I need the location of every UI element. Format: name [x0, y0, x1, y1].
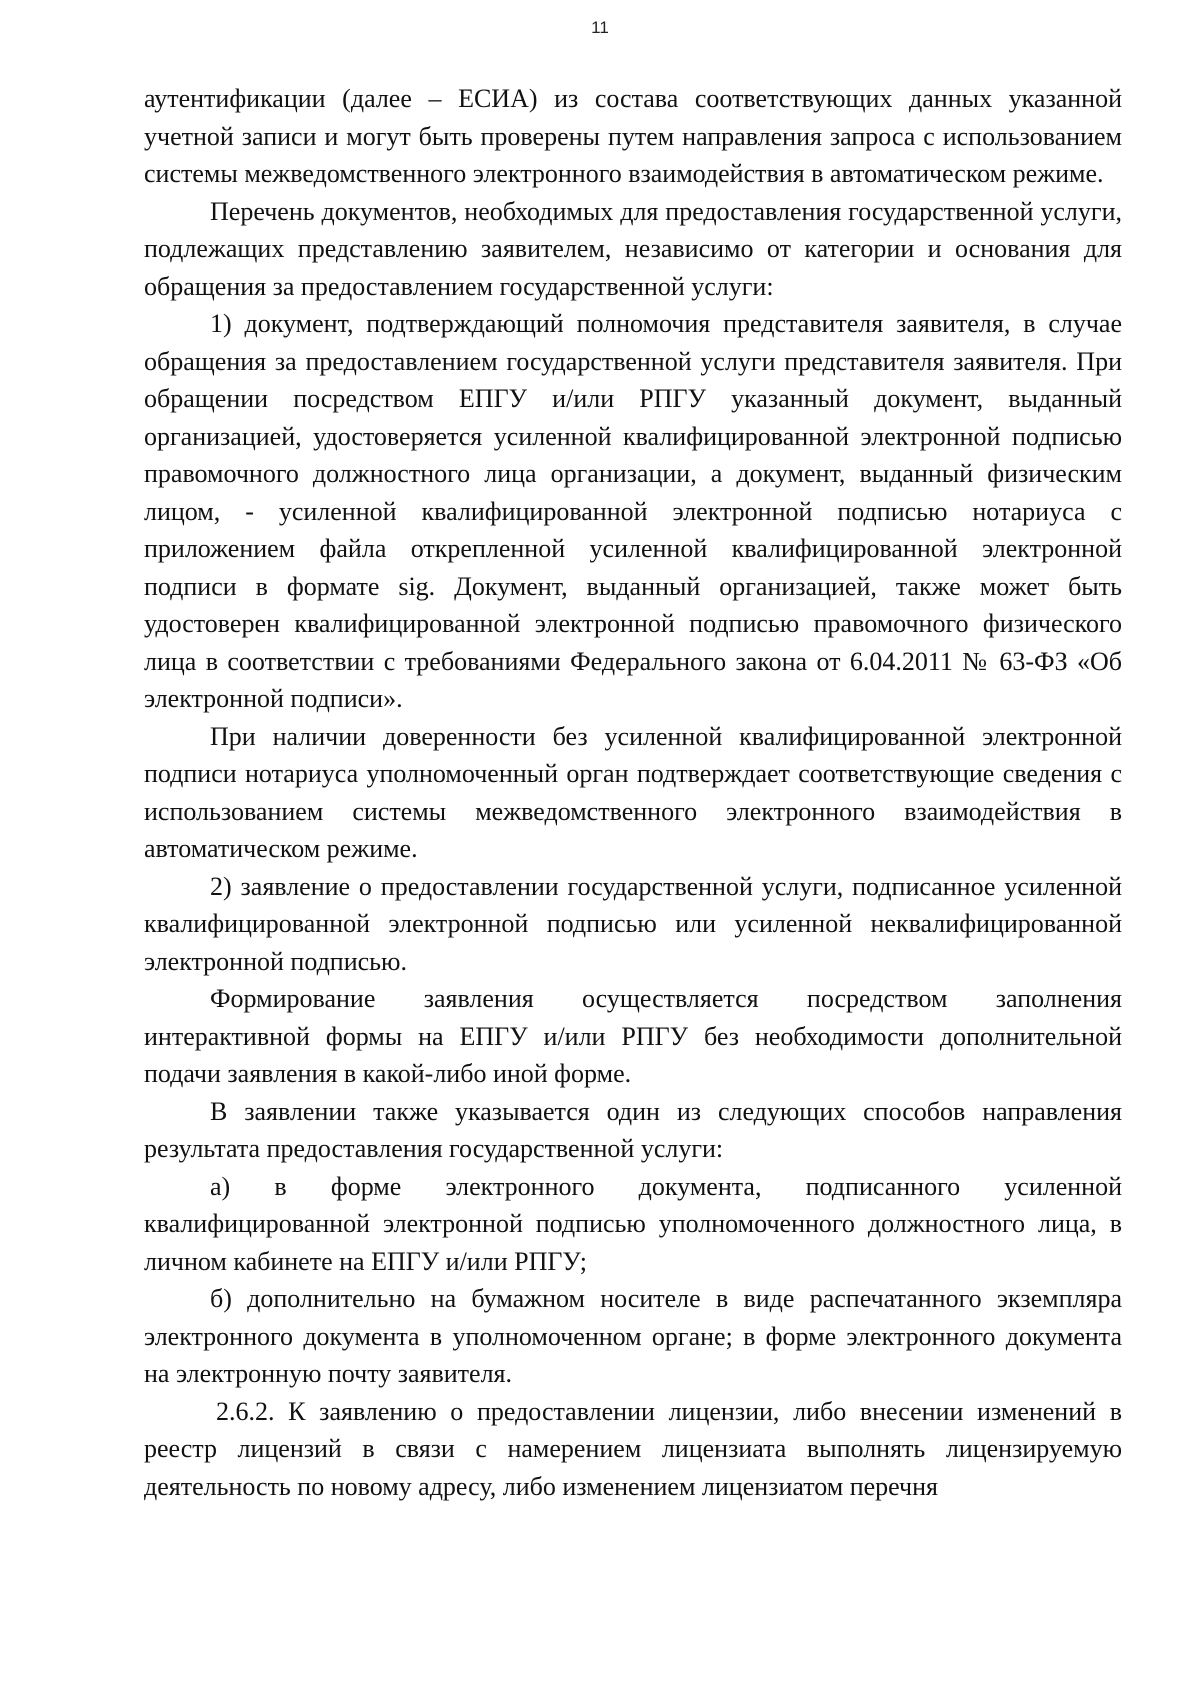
paragraph-power-of-attorney: При наличии доверенности без усиленной квалифицированной электронной подписи нотариуса уполномоченный орган подтверждает соответствующие сведения с использованием системы межведомственного электронного взаимодействия в автоматическом режиме.	[144, 721, 1122, 863]
paragraph-section-2-6-2: 2.6.2. К заявлению о предоставлении лицензии, либо внесении изменений в реестр лицензий в связи с намерением лицензиата выполнять лицензируемую деятельность по новому адресу, либо изменением лицензиатом перечня	[144, 1396, 1122, 1501]
paragraph-method-a: а) в форме электронного документа, подписанного усиленной квалифицированной электронной подписью уполномоченного должностного лица, в личном кабинете на ЕПГУ и/или РПГУ;	[144, 1171, 1122, 1276]
paragraph-application-form: Формирование заявления осуществляется посредством заполнения интерактивной формы на ЕПГУ и/или РПГУ без необходимости дополнительной подачи заявления в какой-либо иной форме.	[144, 984, 1122, 1088]
paragraph-esia-continuation: аутентификации (далее – ЕСИА) из состава соответствующих данных указанной учетной записи и могут быть проверены путем направления запроса с использованием системы межведомственного электронного взаимодействия в автоматическом режиме.	[144, 84, 1122, 188]
paragraph-method-b: б) дополнительно на бумажном носителе в виде распечатанного экземпляра электронного документа в уполномоченном органе; в форме электронного документа на электронную почту заявителя.	[144, 1284, 1122, 1388]
paragraph-item-1-representative-document: 1) документ, подтверждающий полномочия представителя заявителя, в случае обращения за предоставлением государственной услуги представителя заявителя. При обращении посредством ЕПГУ и/или РПГУ указанный документ, выданный организацией, удостоверяется усиленной квалифицированной электронной подписью правомочного должностного лица организации, а документ, выданный физическим лицом, - усиленной квалифицированной электронной подписью нотариуса с приложением файла открепленной усиленной квалифицированной электронной подписи в формате sig. Документ, выданный организацией, также может быть удостоверен квалифицированной электронной подписью правомочного физического лица в соответствии с требованиями Федерального закона от 6.04.2011 № 63-ФЗ «Об электронной подписи».	[144, 309, 1122, 713]
paragraph-result-delivery-methods: В заявлении также указывается один из следующих способов направления результата предоставления государственной услуги:	[144, 1096, 1122, 1163]
paragraph-documents-list-intro: Перечень документов, необходимых для предоставления государственной услуги, подлежащих представлению заявителем, независимо от категории и основания для обращения за предоставлением государственной услуги:	[144, 196, 1122, 301]
document-body	[144, 80, 1122, 1505]
page-number: 11	[591, 18, 609, 37]
paragraph-item-2-application: 2) заявление о предоставлении государственной услуги, подписанное усиленной квалифицированной электронной подписью или усиленной неквалифицированной электронной подписью.	[144, 871, 1122, 976]
